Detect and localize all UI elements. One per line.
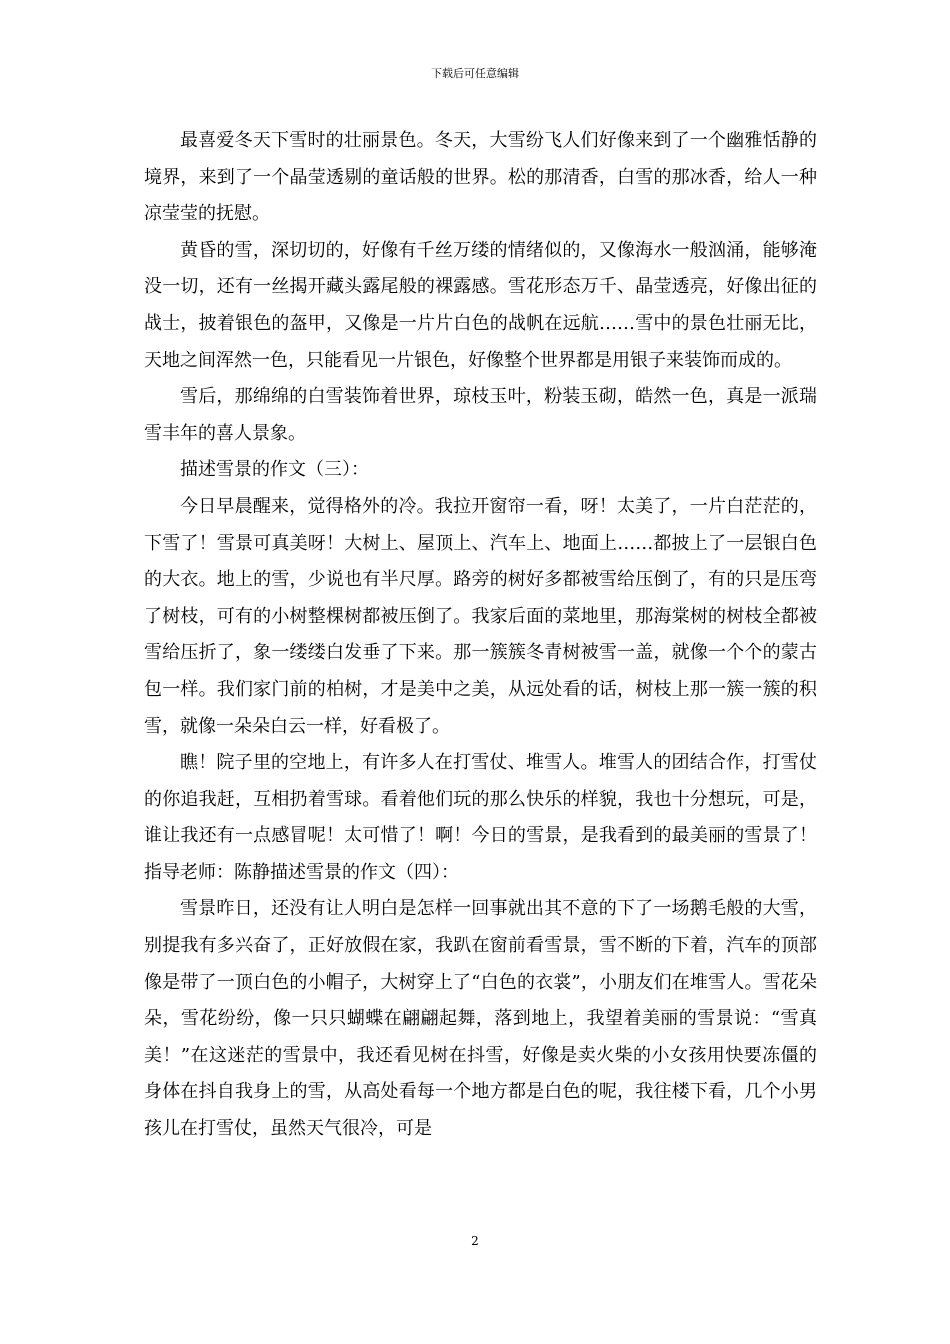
paragraph: 黄昏的雪，深切切的，好像有千丝万缕的情绪似的，又像海水一般汹涌，能够淹没一切，还有一丝揭开藏头露尾般的裸露感。雪花形态万千、晶莹透亮，好像出征的战士，披着银色的盔甲，又像是一片片白色的战帆在远航……雪中的景色壮丽无比，天地之间浑然一色，只能看见一片银色，好像整个世界都是用银子来装饰而成的。 — [144, 239, 817, 371]
paragraph: 雪后，那绵绵的白雪装饰着世界，琼枝玉叶，粉装玉砌，皓然一色，真是一派瑞雪丰年的喜人景象。 — [144, 386, 817, 444]
paragraph: 瞧！院子里的空地上，有许多人在打雪仗、堆雪人。堆雪人的团结合作，打雪仗的你追我赶，互相扔着雪球。看着他们玩的那么快乐的样貌，我也十分想玩，可是，谁让我还有一点感冒呢！太可惜了！啊！今日的雪景，是我看到的最美丽的雪景了！指导老师：陈静描述雪景的作文（四）： — [144, 752, 817, 883]
paragraph: 最喜爱冬天下雪时的壮丽景色。冬天，大雪纷飞人们好像来到了一个幽雅恬静的境界，来到了一个晶莹透剔的童话般的世界。松的那清香，白雪的那冰香，给人一种凉莹莹的抚慰。 — [144, 130, 817, 225]
page-number: 2 — [471, 1234, 479, 1248]
section-heading: 描述雪景的作文（三）： — [180, 459, 369, 481]
document-body — [144, 123, 817, 1148]
page-header: 下载后可任意编辑 — [431, 67, 519, 80]
paragraph: 雪景昨日，还没有让人明白是怎样一回事就出其不意的下了一场鹅毛般的大雪，别提我有多兴奋了，正好放假在家，我趴在窗前看雪景，雪不断的下着，汽车的顶部像是带了一顶白色的小帽子，大树穿上了“白色的衣裳”，小朋友们在堆雪人。雪花朵朵，雪花纷纷，像一只只蝴蝶在翩翩起舞，落到地上，我望着美丽的雪景说：“雪真美！”在这迷茫的雪景中，我还看见树在抖雪，好像是卖火柴的小女孩用快要冻僵的身体在抖自我身上的雪，从高处看每一个地方都是白色的呢，我往楼下看，几个小男孩儿在打雪仗，虽然天气很冷，可是 — [144, 898, 817, 1140]
paragraph: 今日早晨醒来，觉得格外的冷。我拉开窗帘一看，呀！太美了，一片白茫茫的，下雪了！雪景可真美呀！大树上、屋顶上、汽车上、地面上……都披上了一层银白色的大衣。地上的雪，少说也有半尺厚。路旁的树好多都被雪给压倒了，有的只是压弯了树枝，可有的小树整棵树都被压倒了。我家后面的菜地里，那海棠树的树枝全都被雪给压折了，象一缕缕白发垂了下来。那一簇簇冬青树被雪一盖，就像一个个的蒙古包一样。我们家门前的柏树，才是美中之美，从远处看的话，树枝上那一簇一簇的积雪，就像一朵朵白云一样，好看极了。 — [144, 495, 817, 737]
